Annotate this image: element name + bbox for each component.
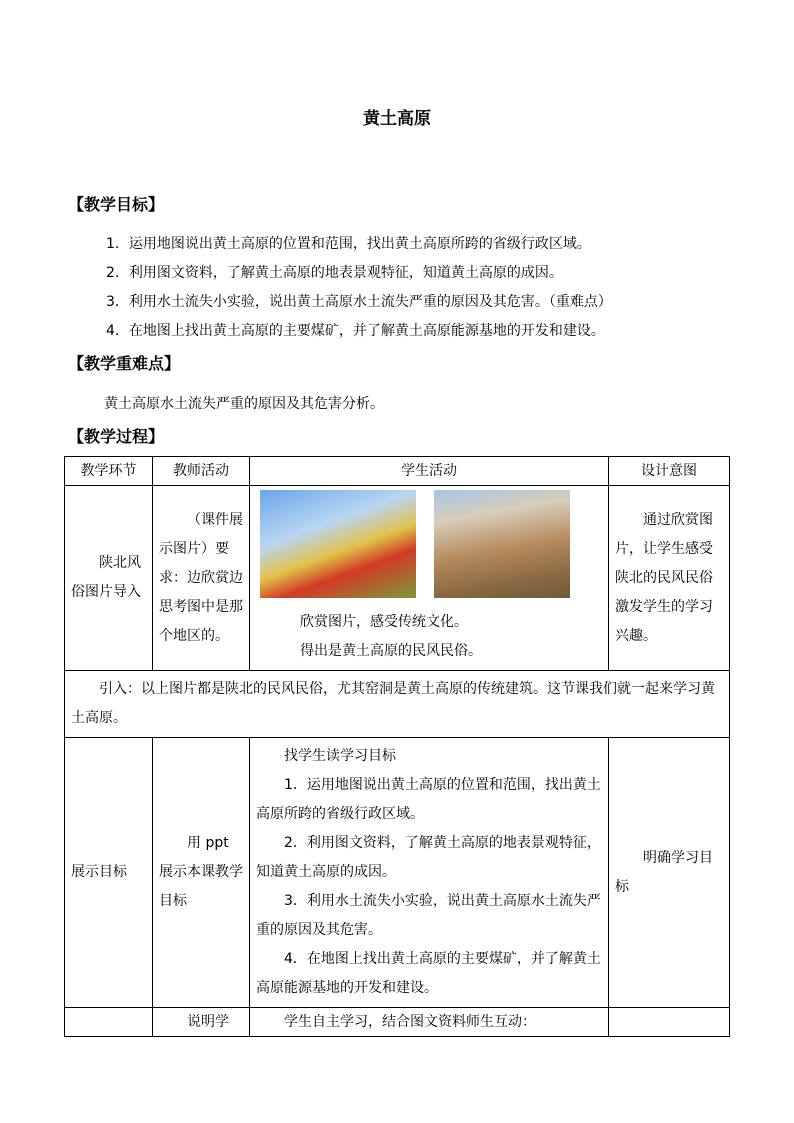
process-heading: 【教学过程】 bbox=[68, 427, 165, 446]
stage-cell: 陕北风俗图片导入 bbox=[65, 486, 153, 671]
goals-heading: 【教学目标】 bbox=[68, 195, 165, 214]
table-row bbox=[65, 671, 730, 738]
table-row bbox=[65, 486, 730, 671]
table-header-row bbox=[65, 457, 730, 486]
teacher-cell: 用 ppt 展示本课教学目标 bbox=[153, 738, 250, 1008]
goal-item: 2．利用图文资料，了解黄土高原的地表景观特征，知道黄土高原的成因。 bbox=[106, 265, 563, 281]
header-cell: 教师活动 bbox=[153, 457, 250, 486]
student-line: 1．运用地图说出黄土高原的位置和范围，找出黄土高原所跨的省级行政区域。 bbox=[256, 777, 601, 822]
table-row bbox=[65, 738, 730, 1008]
student-line: 得出是黄土高原的民风民俗。 bbox=[300, 643, 482, 659]
goal-item: 4．在地图上找出黄土高原的主要煤矿，并了解黄土高原能源基地的开发和建设。 bbox=[106, 323, 605, 339]
student-line: 欣赏图片，感受传统文化。 bbox=[300, 614, 468, 630]
student-line: 4．在地图上找出黄土高原的主要煤矿，并了解黄土高原能源基地的开发和建设。 bbox=[256, 951, 601, 996]
key-text: 黄土高原水土流失严重的原因及其危害分析。 bbox=[104, 396, 384, 412]
yangko-dance-photo bbox=[260, 490, 416, 598]
header-cell: 教学环节 bbox=[65, 457, 153, 486]
page-title: 黄土高原 bbox=[363, 109, 431, 129]
student-line: 找学生读学习目标 bbox=[284, 748, 396, 764]
student-cell bbox=[250, 738, 609, 1008]
stage-cell: 展示目标 bbox=[65, 738, 153, 1008]
student-cell: 学生自主学习，结合图文资料师生互动： bbox=[250, 1008, 609, 1037]
header-cell: 设计意图 bbox=[609, 457, 730, 486]
intent-cell: 明确学习目标 bbox=[609, 738, 730, 1008]
goal-item: 1．运用地图说出黄土高原的位置和范围，找出黄土高原所跨的省级行政区域。 bbox=[106, 236, 591, 252]
table-row bbox=[65, 1008, 730, 1037]
key-heading: 【教学重难点】 bbox=[68, 354, 181, 373]
student-line: 3．利用水土流失小实验，说出黄土高原水土流失严重的原因及其危害。 bbox=[256, 893, 601, 938]
intent-cell bbox=[609, 1008, 730, 1037]
student-line: 2．利用图文资料，了解黄土高原的地表景观特征，知道黄土高原的成因。 bbox=[256, 835, 601, 880]
intro-cell: 引入：以上图片都是陕北的民风民俗，尤其窑洞是黄土高原的传统建筑。这节课我们就一起来学习黄土高原。 bbox=[65, 671, 730, 738]
teacher-cell: （课件展示图片）要求：边欣赏边思考图中是那个地区的。 bbox=[153, 486, 250, 671]
header-cell: 学生活动 bbox=[250, 457, 609, 486]
student-cell bbox=[250, 486, 609, 671]
intent-cell: 通过欣赏图片，让学生感受陕北的民风民俗激发学生的学习兴趣。 bbox=[609, 486, 730, 671]
teacher-cell: 说明学 bbox=[153, 1008, 250, 1037]
cave-dwelling-photo bbox=[434, 490, 570, 598]
stage-cell bbox=[65, 1008, 153, 1037]
process-table bbox=[64, 456, 730, 1037]
goal-item: 3．利用水土流失小实验，说出黄土高原水土流失严重的原因及其危害。（重难点） bbox=[106, 294, 612, 310]
